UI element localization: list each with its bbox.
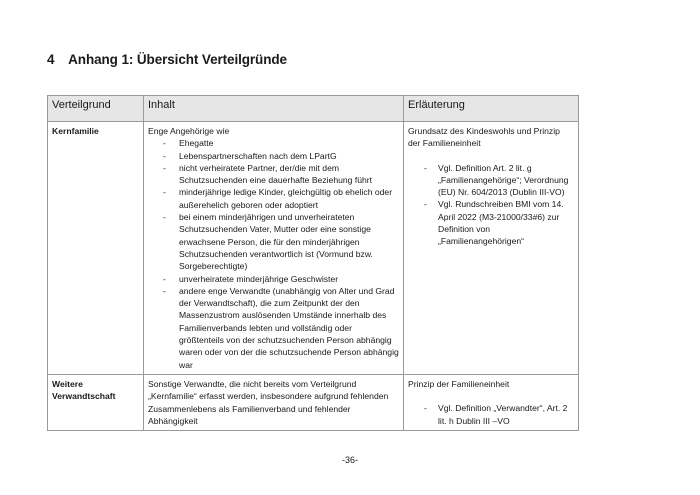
row-erlaeuterung [404, 374, 579, 430]
row-grund: Kernfamilie [48, 122, 144, 375]
list-item: - Vgl. Definition Art. 2 lit. g „Familienangehörige“; Verordnung (EU) Nr. 604/2013 (Dublin III-VO) [438, 162, 574, 199]
row-grund: Weitere Verwandtschaft [48, 374, 144, 430]
erl-intro: Prinzip der Familieneinheit [408, 378, 510, 389]
section-number: 4 [47, 52, 55, 67]
erl-intro: Grundsatz des Kindeswohls und Prinzip der Familieneinheit [408, 126, 560, 149]
header-erlaeuterung: Erläuterung [404, 96, 579, 122]
list-item: - bei einem minderjährigen und unverheirateten Schutzsuchenden Vater, Mutter oder eine sonstige erwachsene Person, die für den minderjährigen Schutzsuchenden verantwortlich ist (Vormund bzw. Sorgeberechtigte) [179, 211, 399, 272]
section-title: Anhang 1: Übersicht Verteilgründe [68, 52, 287, 67]
page-number: -36- [341, 455, 358, 465]
header-verteilgrund: Verteilgrund [48, 96, 144, 122]
erl-list [408, 162, 574, 248]
list-item: - Lebenspartnerschaften nach dem LPartG [179, 150, 399, 162]
list-item: - minderjährige ledige Kinder, gleichgültig ob ehelich oder außerehelich geboren oder adoptiert [179, 186, 399, 211]
header-inhalt: Inhalt [144, 96, 404, 122]
inhalt-list [148, 137, 399, 371]
row-erlaeuterung [404, 122, 579, 375]
row-inhalt [144, 122, 404, 375]
table-header-row [48, 96, 579, 122]
row-inhalt: Sonstige Verwandte, die nicht bereits vom Verteilgrund „Kernfamilie“ erfasst werden, insbesondere aufgrund fehlenden Zusammenlebens als Familienverband und fehlender Abhängigkeit [144, 374, 404, 430]
table-row [48, 374, 579, 430]
list-item: - Vgl. Rundschreiben BMI vom 14. April 2022 (M3-21000/33#6) zur Definition von „Familienangehörigen“ [438, 198, 574, 247]
list-item: - andere enge Verwandte (unabhängig von Alter und Grad der Verwandtschaft), die zum Zeitpunkt der den Massenzustrom auslösenden Umstände innerhalb des Familienverbands lebten und vollständig oder größtenteils von der schutzsuchenden Person abhängig waren oder von der die schutzsuchende Person abhängig war [179, 285, 399, 371]
list-item: - Ehegatte [179, 137, 399, 149]
inhalt-intro: Enge Angehörige wie [148, 126, 230, 136]
reasons-table [47, 95, 579, 431]
list-item: - unverheiratete minderjährige Geschwister [179, 273, 399, 285]
table-row [48, 122, 579, 375]
list-item: - nicht verheiratete Partner, der/die mit dem Schutzsuchenden eine dauerhafte Beziehung führt [179, 162, 399, 187]
erl-list [408, 402, 574, 427]
list-item: - Vgl. Definition „Verwandter“, Art. 2 lit. h Dublin III –VO [438, 402, 574, 427]
section-heading [47, 52, 287, 67]
